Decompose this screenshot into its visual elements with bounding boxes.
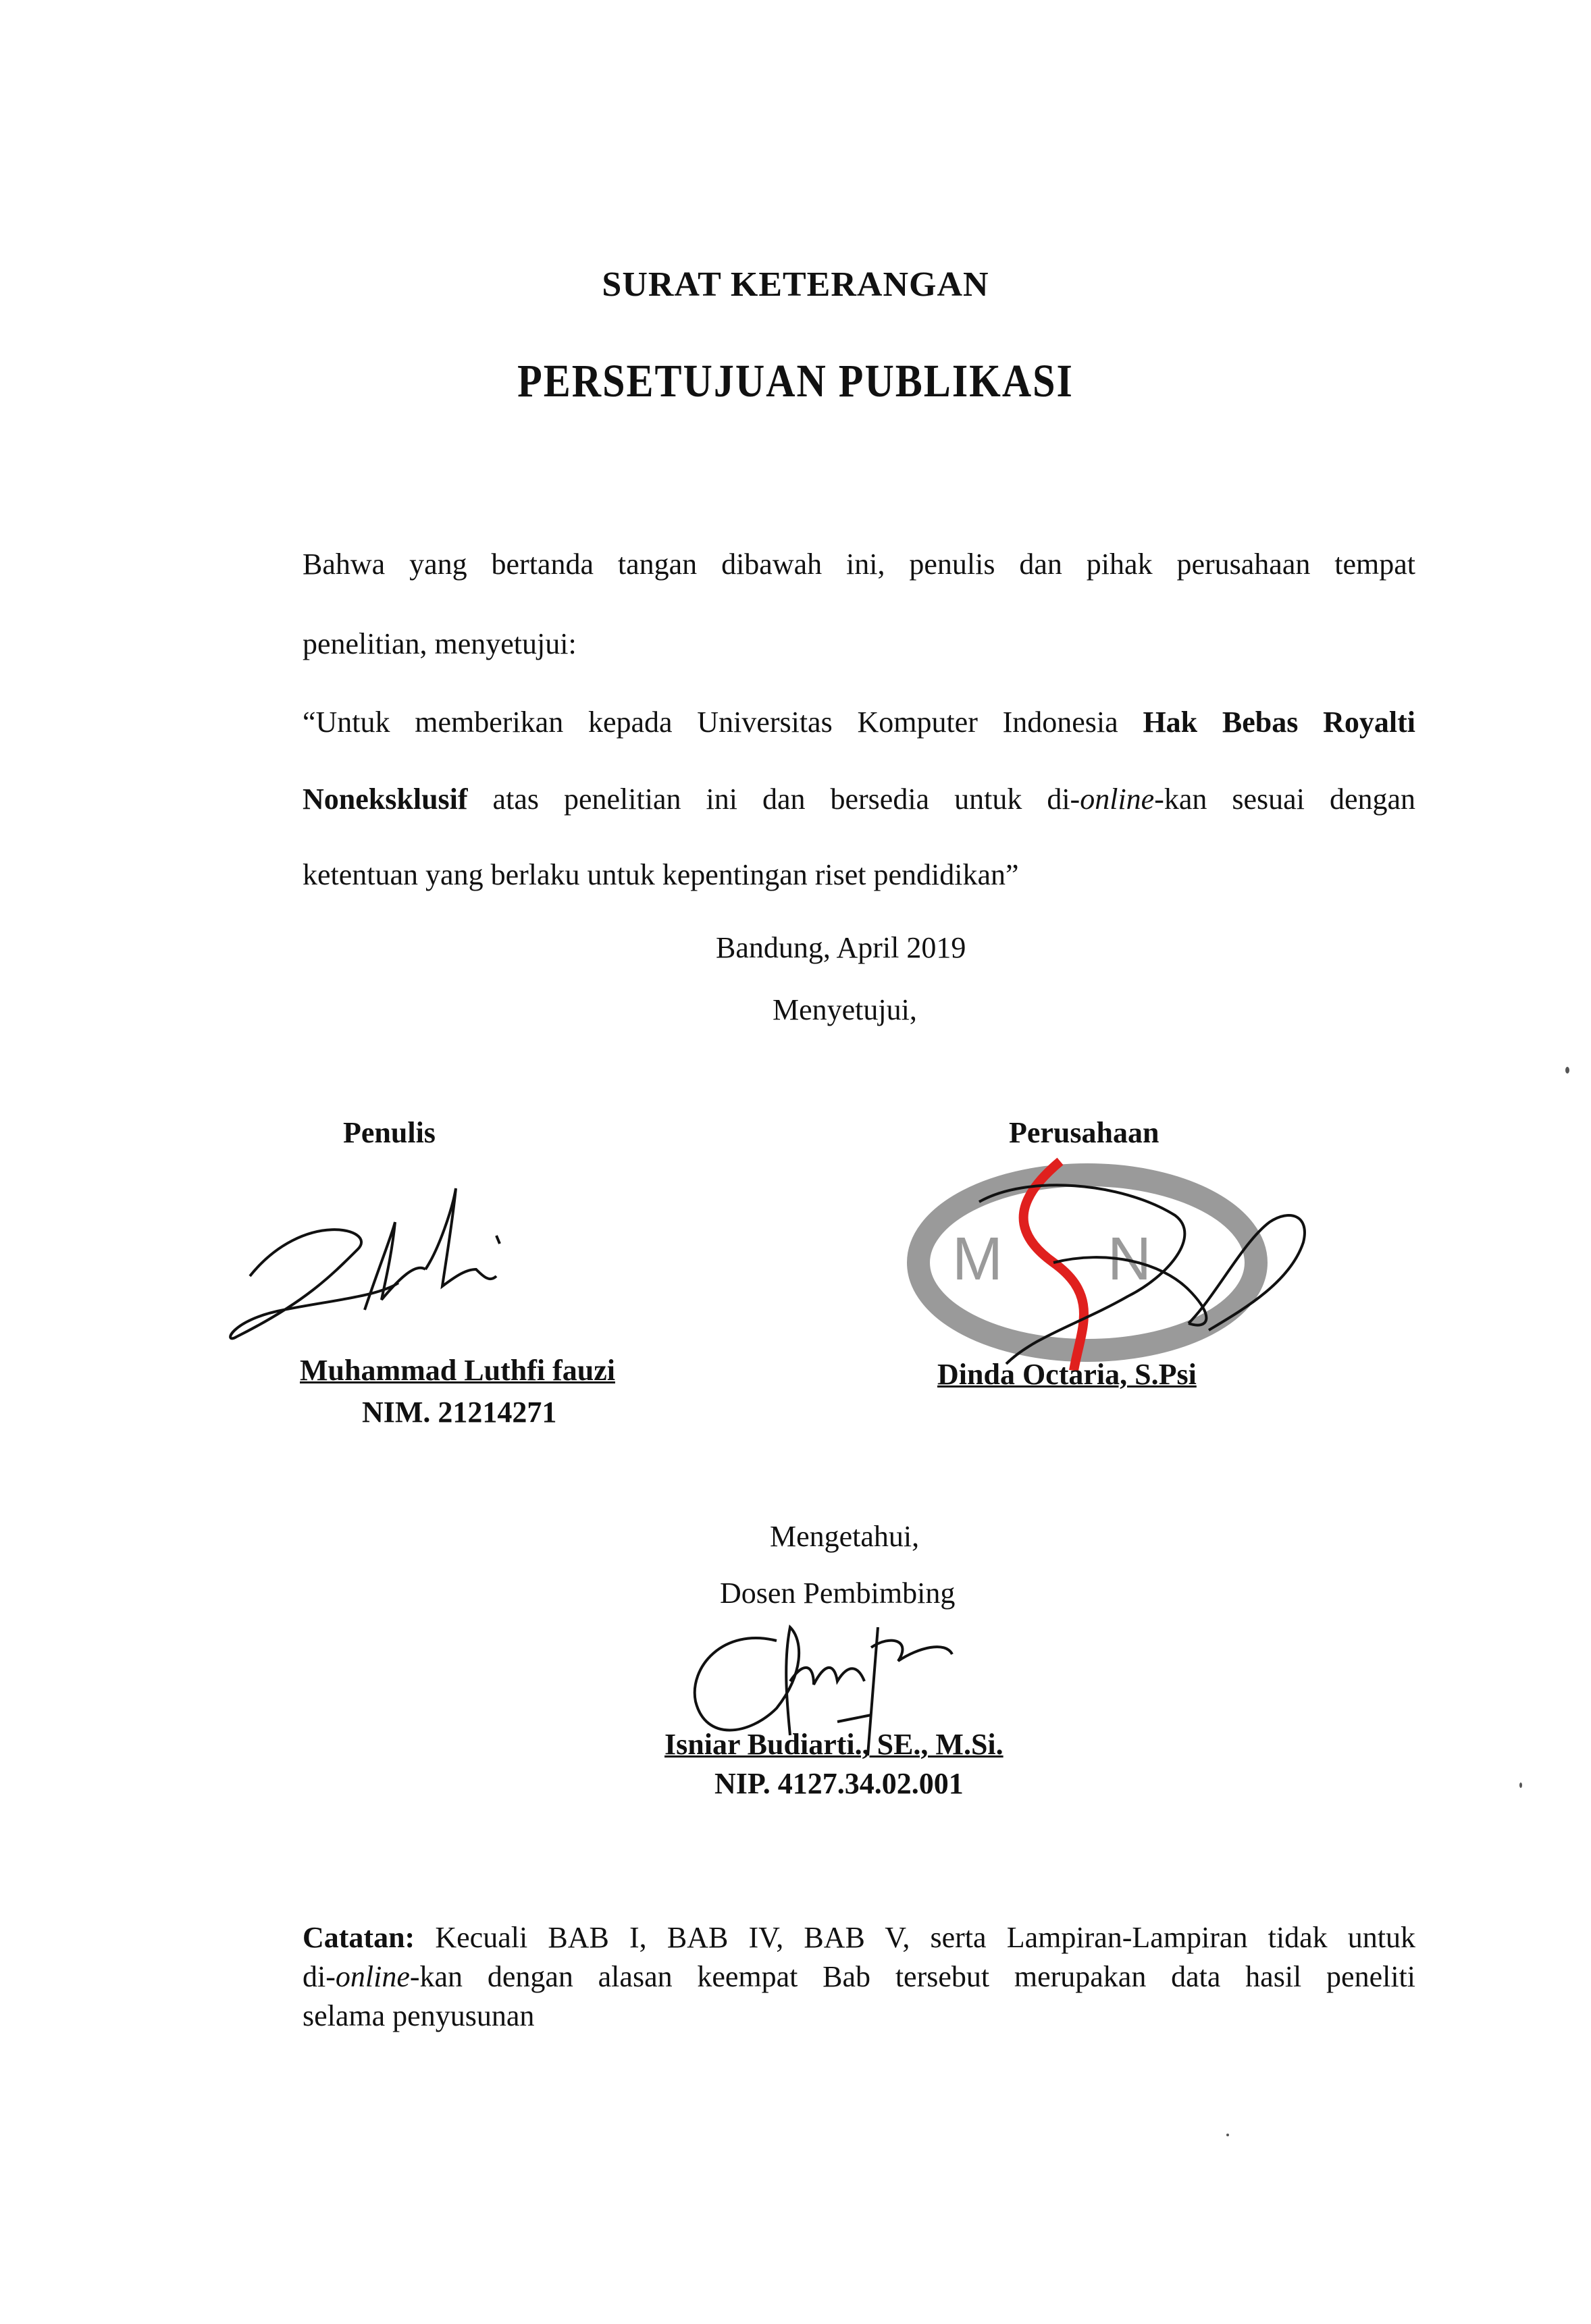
- document-subtitle: PERSETUJUAN PUBLIKASI: [517, 354, 1074, 406]
- dosen-role: Dosen Pembimbing: [720, 1577, 956, 1610]
- statement-bold-2: Noneksklusif: [303, 783, 468, 816]
- penulis-nim: NIM. 21214271: [362, 1396, 557, 1429]
- approval-label: Menyetujui,: [773, 993, 917, 1026]
- dosen-name: Isniar Budiarti., SE., M.Si.: [664, 1728, 1003, 1761]
- document-title: SURAT KETERANGAN: [602, 265, 989, 304]
- place-date: Bandung, April 2019: [716, 931, 966, 964]
- statement-text-2: atas penelitian ini dan bersedia untuk di-: [467, 783, 1080, 816]
- statement-line-2: [303, 778, 1415, 821]
- note-line-2: [303, 1959, 1415, 1995]
- statement-line-3: ketentuan yang berlaku untuk kepentingan riset pendidikan”: [303, 858, 1019, 891]
- statement-line-1: [303, 701, 1415, 744]
- svg-text:N: N: [1107, 1225, 1151, 1293]
- intro-line-1: Bahwa yang bertanda tangan dibawah ini, penulis dan pihak perusahaan tempat: [303, 548, 1415, 581]
- note-text-2: -kan dengan alasan keempat Bab tersebut merupakan data hasil peneliti: [409, 1960, 1415, 1993]
- scan-speck: [1519, 1782, 1522, 1788]
- note-text-1: Kecuali BAB I, BAB IV, BAB V, serta Lampiran-Lampiran tidak untuk: [415, 1921, 1415, 1954]
- statement-bold: Hak Bebas Royalti: [1143, 706, 1415, 739]
- penulis-signature: [223, 1168, 533, 1357]
- perusahaan-name: Dinda Octaria, S.Psi: [937, 1358, 1197, 1391]
- intro-line-2: penelitian, menyetujui:: [303, 627, 577, 660]
- acknowledge-label: Mengetahui,: [770, 1520, 920, 1553]
- scan-speck: [1565, 1067, 1569, 1074]
- statement-italic: online: [1080, 783, 1155, 816]
- statement-text: “Untuk memberikan kepada Universitas Komputer Indonesia: [303, 706, 1143, 739]
- note-prefix: di-: [303, 1960, 336, 1993]
- note-line-1: [303, 1920, 1415, 1955]
- dosen-nip: NIP. 4127.34.02.001: [714, 1767, 964, 1800]
- penulis-name: Muhammad Luthfi fauzi: [300, 1354, 615, 1387]
- scan-speck: [1226, 2134, 1229, 2136]
- svg-text:M: M: [952, 1225, 1003, 1293]
- note-italic: online: [335, 1960, 410, 1993]
- statement-tail: -kan sesuai dengan: [1154, 783, 1416, 816]
- perusahaan-signature: [972, 1161, 1324, 1377]
- penulis-role: Penulis: [343, 1116, 436, 1149]
- perusahaan-role: Perusahaan: [1009, 1116, 1159, 1149]
- note-line-3: selama penyusunan: [303, 1999, 535, 2032]
- note-label: Catatan:: [303, 1921, 415, 1954]
